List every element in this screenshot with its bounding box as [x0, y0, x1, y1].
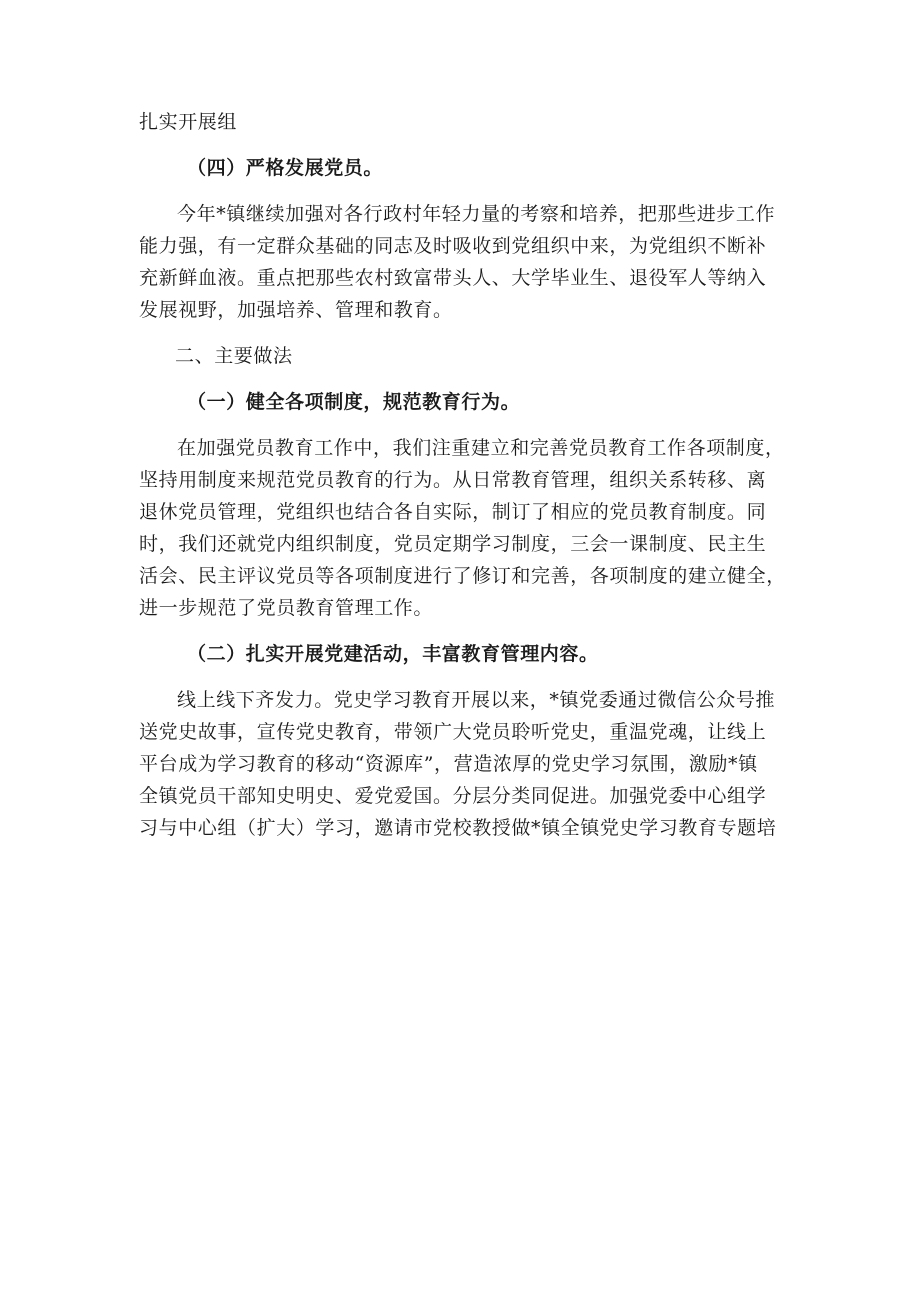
paragraph-line: 活会、民主评议党员等各项制度进行了修订和完善，各项制度的建立健全， [139, 565, 786, 587]
paragraph-develop-members [139, 198, 784, 326]
section-heading-main-practices: 二、主要做法 [175, 345, 293, 367]
paragraph-line: 能力强，有一定群众基础的同志及时吸收到党组织中来，为党组织不断补 [139, 235, 767, 257]
paragraph-line: 充新鲜血液。重点把那些农村致富带头人、大学毕业生、退役军人等纳入 [139, 267, 767, 289]
paragraph-line: 今年*镇继续加强对各行政村年轻力量的考察和培养，把那些进步工作 [177, 203, 776, 225]
section-heading-4: （四）严格发展党员。 [187, 157, 384, 179]
paragraph-line: 线上线下齐发力。党史学习教育开展以来，*镇党委通过微信公众号推 [177, 689, 776, 711]
section-heading-2: （二）扎实开展党建活动，丰富教育管理内容。 [187, 643, 599, 665]
paragraph-line: 时，我们还就党内组织制度，党员定期学习制度，三会一课制度、民主生 [139, 533, 767, 555]
paragraph-systems [139, 432, 784, 624]
paragraph-line: 发展视野，加强培养、管理和教育。 [139, 299, 453, 321]
paragraph-line: 退休党员管理，党组织也结合各自实际，制订了相应的党员教育制度。同 [139, 501, 767, 523]
continuation-line: 扎实开展组 [139, 111, 238, 133]
paragraph-line: 送党史故事，宣传党史教育，带领广大党员聆听党史，重温党魂，让线上 [139, 721, 767, 743]
document-body [139, 106, 784, 844]
paragraph-line: 坚持用制度来规范党员教育的行为。从日常教育管理，组织关系转移、离 [139, 469, 767, 491]
paragraph-line: 习与中心组（扩大）学习，邀请市党校教授做*镇全镇党史学习教育专题培 [139, 817, 777, 839]
section-heading-1: （一）健全各项制度，规范教育行为。 [187, 391, 521, 413]
paragraph-line: 平台成为学习教育的移动“资源库”，营造浓厚的党史学习氛围，激励*镇 [139, 753, 758, 775]
paragraph-line: 在加强党员教育工作中，我们注重建立和完善党员教育工作各项制度， [177, 437, 785, 459]
paragraph-line: 进一步规范了党员教育管理工作。 [139, 597, 434, 619]
paragraph-activities [139, 684, 784, 844]
paragraph-line: 全镇党员干部知史明史、爱党爱国。分层分类同促进。加强党委中心组学 [139, 785, 767, 807]
